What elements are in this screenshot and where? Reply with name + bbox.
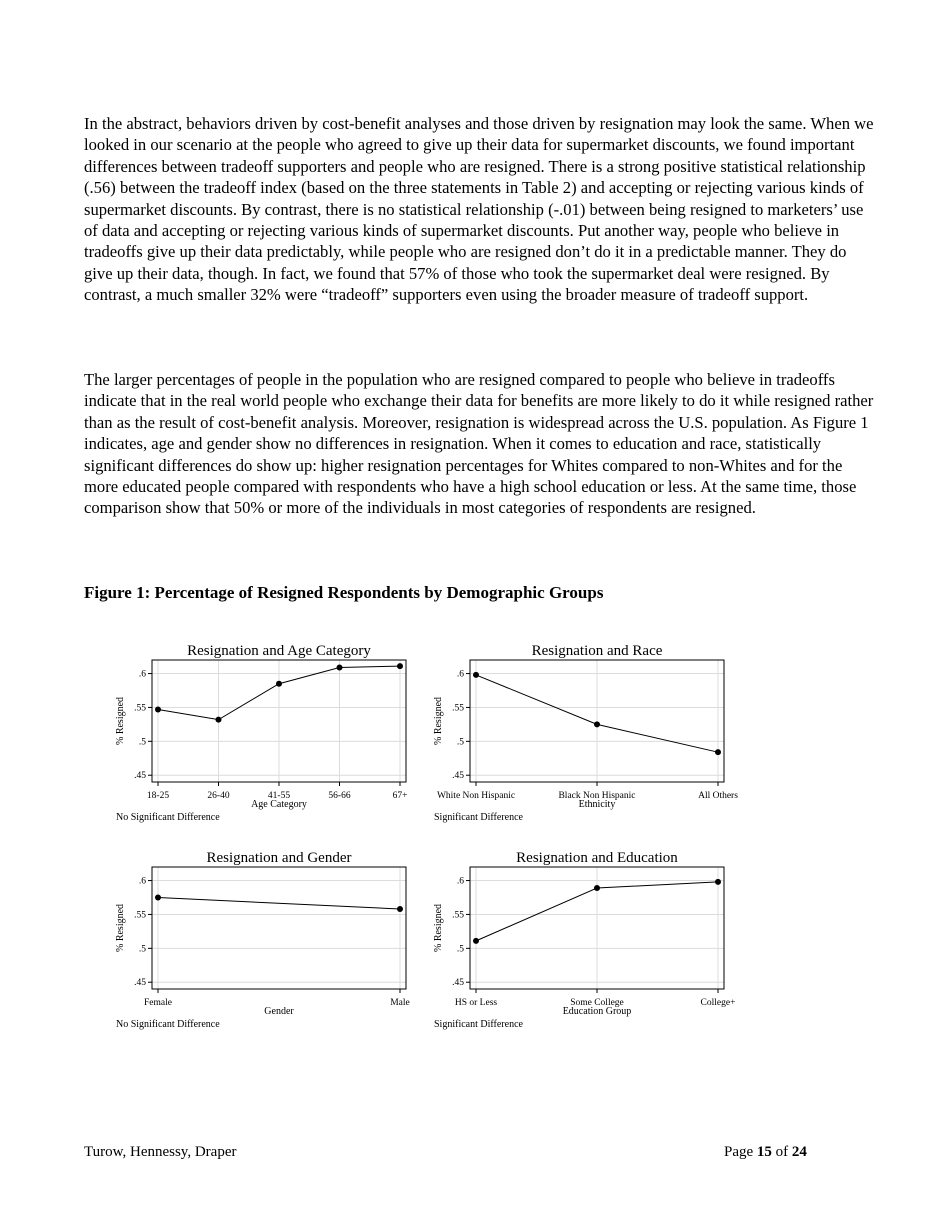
footer-authors: Turow, Hennessy, Draper xyxy=(84,1144,237,1160)
chart-title: Resignation and Education xyxy=(516,850,678,866)
significance-note: Significant Difference xyxy=(434,812,523,823)
y-tick-label: .45 xyxy=(134,978,146,989)
x-tick-label: College+ xyxy=(700,998,736,1008)
chart-gender xyxy=(108,845,424,1035)
chart-race xyxy=(426,638,742,828)
data-point xyxy=(473,938,479,944)
x-tick-label: Some College xyxy=(570,998,624,1008)
x-tick-label: Male xyxy=(390,998,410,1008)
y-axis-title: % Resigned xyxy=(115,903,126,953)
y-tick-label: .5 xyxy=(456,737,464,748)
data-point xyxy=(594,885,600,891)
y-tick-label: .55 xyxy=(134,910,146,921)
y-tick-label: .55 xyxy=(452,703,464,714)
data-point xyxy=(337,664,343,670)
page-current: 15 xyxy=(756,1144,772,1160)
x-tick-label: All Others xyxy=(698,791,738,801)
x-tick-label: 56-66 xyxy=(328,791,351,801)
series-line xyxy=(158,898,400,910)
data-point xyxy=(155,706,161,712)
y-tick-label: .6 xyxy=(456,876,464,887)
page-total: 24 xyxy=(791,1144,807,1160)
data-point xyxy=(594,721,600,727)
chart-education xyxy=(426,845,742,1035)
significance-note: No Significant Difference xyxy=(116,1019,220,1030)
chart-age xyxy=(108,638,424,828)
page-word: Page xyxy=(724,1144,754,1160)
data-point xyxy=(397,906,403,912)
x-tick-label: 41-55 xyxy=(267,791,291,801)
body-paragraph-2: The larger percentages of people in the population who are resigned compared to people who believe in tradeoffs indicate that in the real world people who exchange their data for benefits are more likely to do it while resigned rather than as the result of cost-benefit analysis. Moreover, resignation is widespread across the U.S. population. As Figure 1 indicates, age and gender show no differences in resignation. When it comes to education and race, statistically significant differences do show up: higher resignation percentages for Whites compared to non-Whites and for the more educated people compared with respondents who have a high school education or less. At the same time, those comparison show that 50% or more of the individuals in most categories of respondents are resigned. xyxy=(84,370,874,518)
y-tick-label: .55 xyxy=(134,703,146,714)
x-tick-label: 18-25 xyxy=(146,791,170,801)
y-tick-label: .5 xyxy=(456,944,464,955)
y-axis-title: % Resigned xyxy=(433,903,444,953)
y-tick-label: .45 xyxy=(134,771,146,782)
footer-page-number xyxy=(724,1144,807,1161)
y-tick-label: .55 xyxy=(452,910,464,921)
x-axis-title: Ethnicity xyxy=(578,799,616,810)
y-tick-label: .6 xyxy=(138,669,146,680)
data-point xyxy=(276,681,282,687)
x-axis-title: Age Category xyxy=(251,799,307,810)
page-of: of xyxy=(775,1144,789,1160)
data-point xyxy=(715,749,721,755)
x-tick-label: Female xyxy=(144,998,172,1008)
data-point xyxy=(216,717,222,723)
y-tick-label: .6 xyxy=(456,669,464,680)
data-point xyxy=(473,672,479,678)
x-tick-label: 26-40 xyxy=(207,791,230,801)
data-point xyxy=(397,663,403,669)
y-tick-label: .5 xyxy=(138,944,146,955)
x-tick-label: 67+ xyxy=(392,791,408,801)
significance-note: No Significant Difference xyxy=(116,812,220,823)
chart-title: Resignation and Race xyxy=(531,643,663,659)
x-tick-label: Black Non Hispanic xyxy=(558,791,636,801)
chart-title: Resignation and Gender xyxy=(206,850,352,866)
y-axis-title: % Resigned xyxy=(433,696,444,746)
y-tick-label: .45 xyxy=(452,771,464,782)
chart-title: Resignation and Age Category xyxy=(187,643,371,659)
y-tick-label: .5 xyxy=(138,737,146,748)
y-tick-label: .6 xyxy=(138,876,146,887)
x-axis-title: Education Group xyxy=(562,1006,632,1017)
y-axis-title: % Resigned xyxy=(115,696,126,746)
x-tick-label: HS or Less xyxy=(454,998,498,1008)
body-paragraph-1: In the abstract, behaviors driven by cost-benefit analyses and those driven by resignation may look the same. When we looked in our scenario at the people who agreed to give up their data for supermarket discounts, we found important differences between tradeoff supporters and people who are resigned. There is a strong positive statistical relationship (.56) between the tradeoff index (based on the three statements in Table 2) and accepting or rejecting various kinds of supermarket discounts. By contrast, there is no statistical relationship (-.01) between being resigned to marketers’ use of data and accepting or rejecting various kinds of supermarket discounts. Put another way, people who believe in tradeoffs give up their data predictably, while people who are resigned don’t do it in a predictable manner. They do give up their data, though. In fact, we found that 57% of those who took the supermarket deal were resigned. By contrast, a much smaller 32% were “tradeoff” supporters even using the broader measure of tradeoff support. xyxy=(84,114,874,305)
data-point xyxy=(715,879,721,885)
significance-note: Significant Difference xyxy=(434,1019,523,1030)
x-tick-label: White Non Hispanic xyxy=(436,791,516,801)
data-point xyxy=(155,895,161,901)
plot-frame xyxy=(152,867,406,989)
y-tick-label: .45 xyxy=(452,978,464,989)
figure-title: Figure 1: Percentage of Resigned Respondents by Demographic Groups xyxy=(84,583,604,602)
x-axis-title: Gender xyxy=(264,1006,294,1017)
